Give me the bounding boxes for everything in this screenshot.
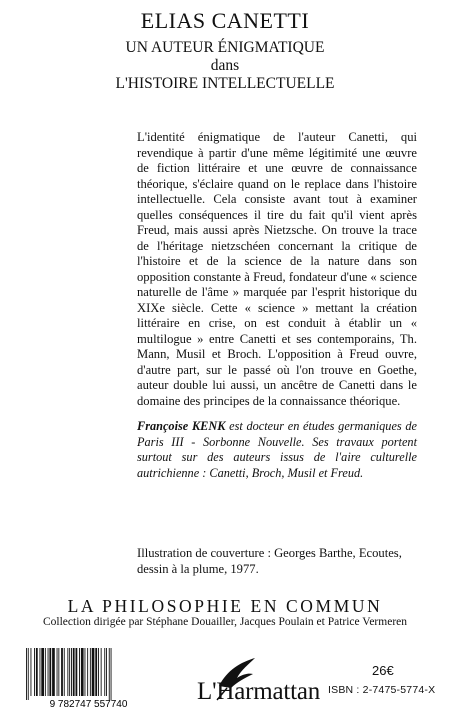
subtitle-line-2: dans [210,57,240,74]
bio-author-name: Françoise KENK [137,419,226,433]
price: 26€ [372,663,394,678]
illustration-credit: Illustration de couverture : Georges Barthe, Ecoutes, dessin à la plume, 1977. [137,546,402,576]
series-title: LA PHILOSOPHIE EN COMMUN [67,596,383,616]
subtitle-line-3: L'HISTOIRE INTELLECTUELLE [115,75,335,92]
barcode [20,646,157,710]
author-bio [137,419,417,481]
isbn: ISBN : 2-7475-5774-X [328,684,436,696]
series-editors: Collection dirigée par Stéphane Douailler, Jacques Poulain et Patrice Vermeren [42,616,407,628]
bio-text: est docteur en études germaniques de Paris III - Sorbonne Nouvelle. Ses travaux portent surtout sur des auteurs issus de l'aire culturelle autrichienne : Canetti, Broch, Musil et Freud. [137,419,417,480]
publisher-name: L'Harmattan [197,678,321,705]
subtitle-line-1: UN AUTEUR ÉNIGMATIQUE [125,39,325,56]
barcode-bars [26,648,112,700]
book-author: ELIAS CANETTI [140,8,310,33]
barcode-digits: 9 782747 557740 [49,699,128,710]
back-cover-abstract: L'identité énigmatique de l'auteur Canetti, qui revendique à partir d'une même légitimité une œuvre de fiction littéraire et une œuvre de connaissance théorique, s'éclaire quand on le replace dans l'histoire intellectuelle. Cela consiste avant tout à examiner quelles conséquences il tire du fait qu'il vient après Freud, mais aussi après Nietzsche. On trouve la trace de l'héritage nietzschéen concernant la critique de l'histoire et de la science de la nature dans son opposition constante à Freud, fondateur d'une « science naturelle de l'âme » marquée par l'esprit historique du XIXe siècle. Cette « science » mettant la création littéraire en crise, on est conduit à établir un « multilogue » entre Canetti et ses contemporains, Th. Mann, Musil et Broch. L'opposition à Freud ouvre, d'autre part, sur le passé où l'on trouve en Goethe, auteur double lui aussi, un ancêtre de Canetti dans le domaine des principes de la connaissance théorique. [137,130,417,408]
publisher-logo [197,656,321,708]
